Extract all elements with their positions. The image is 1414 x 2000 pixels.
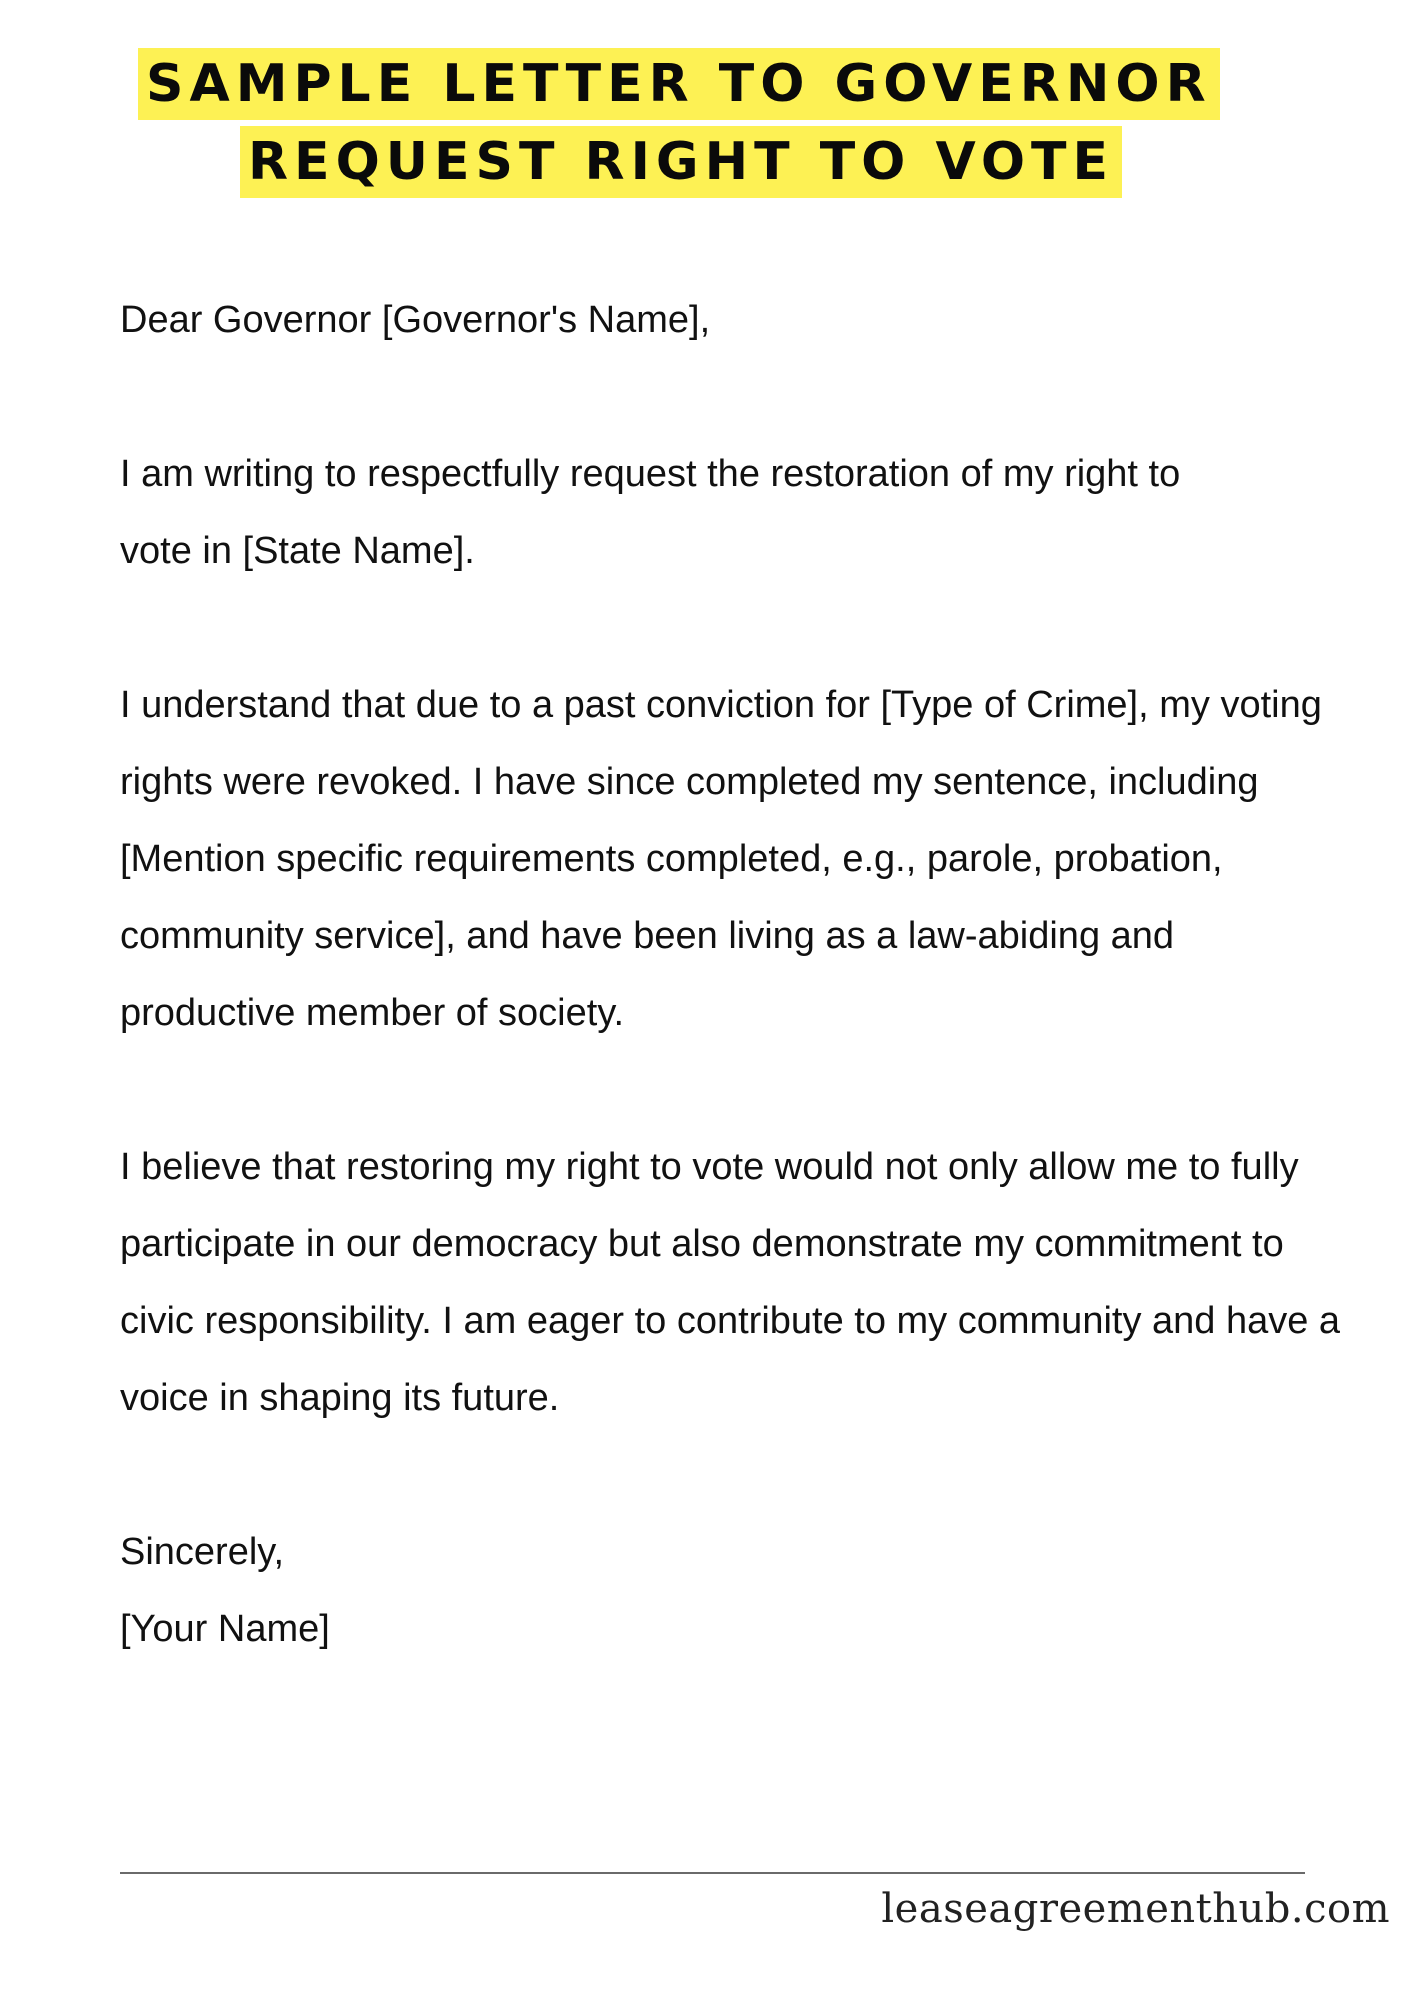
page-title-line-1: SAMPLE LETTER TO GOVERNOR: [138, 48, 1220, 120]
paragraph-1: I am writing to respectfully request the restoration of my right to vote in [State Name].: [120, 453, 1181, 572]
footer-divider: [120, 1872, 1305, 1874]
salutation: Dear Governor [Governor's Name],: [120, 299, 711, 341]
signature-placeholder: [Your Name]: [120, 1608, 330, 1650]
letter-body: [120, 282, 1350, 1668]
page-title-line-2: REQUEST RIGHT TO VOTE: [240, 126, 1122, 198]
footer-website: leaseagreementhub.com: [881, 1886, 1390, 1932]
closing: Sincerely,: [120, 1531, 285, 1573]
paragraph-2: I understand that due to a past conviction for [Type of Crime], my voting rights were revoked. I have since completed my sentence, including [Mention specific requirements completed, e.g., parole, probation, community service], and have been living as a law-abiding and productive member of society.: [120, 684, 1322, 1034]
paragraph-3: I believe that restoring my right to vote would not only allow me to fully participate in our democracy but also demonstrate my commitment to civic responsibility. I am eager to contribute to my community and have a voice in shaping its future.: [120, 1146, 1341, 1419]
title-block: [0, 48, 1414, 198]
